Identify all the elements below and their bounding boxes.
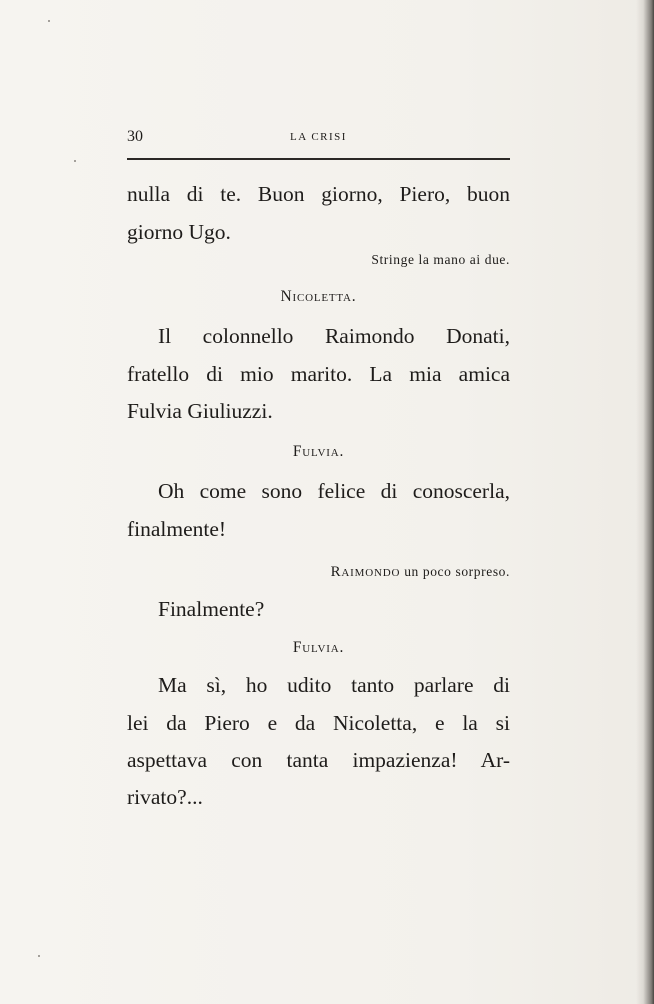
text-line: Fulvia Giuliuzzi. bbox=[127, 399, 273, 423]
text-line: lei da Piero e da Nicoletta, e la si bbox=[127, 711, 510, 735]
stage-direction-text: un poco sorpreso. bbox=[404, 564, 510, 579]
text-line: giorno Ugo. bbox=[127, 220, 231, 244]
text-line: rivato?... bbox=[127, 785, 203, 809]
text-line: aspettava con tanta impazienza! Ar- bbox=[127, 748, 510, 772]
page-number: 30 bbox=[127, 128, 143, 145]
speaker-name: Raimondo bbox=[330, 564, 401, 580]
stage-direction bbox=[127, 563, 510, 581]
text-line: fratello di mio marito. La mia amica bbox=[127, 362, 510, 386]
text-line: Ma sì, ho udito tanto parlare di bbox=[158, 673, 510, 697]
page-header bbox=[127, 127, 510, 147]
running-title: LA CRISI bbox=[290, 131, 347, 143]
paper-speck bbox=[74, 160, 76, 162]
text-line: nulla di te. Buon giorno, Piero, buon bbox=[127, 182, 510, 206]
stage-direction: Stringe la mano ai due. bbox=[371, 252, 510, 267]
text-line: Il colonnello Raimondo Donati, bbox=[158, 324, 510, 348]
page-edge-shadow bbox=[636, 0, 654, 1004]
speaker-name: Fulvia. bbox=[292, 443, 345, 460]
speaker-name: Fulvia. bbox=[292, 639, 345, 656]
text-line: finalmente! bbox=[127, 517, 227, 541]
header-rule bbox=[127, 158, 510, 160]
text-line: Finalmente? bbox=[158, 597, 265, 621]
paper-speck bbox=[48, 20, 50, 22]
paper-speck bbox=[38, 955, 40, 957]
text-line: Oh come sono felice di conoscerla, bbox=[158, 479, 510, 503]
speaker-name: Nicoletta. bbox=[280, 288, 357, 305]
